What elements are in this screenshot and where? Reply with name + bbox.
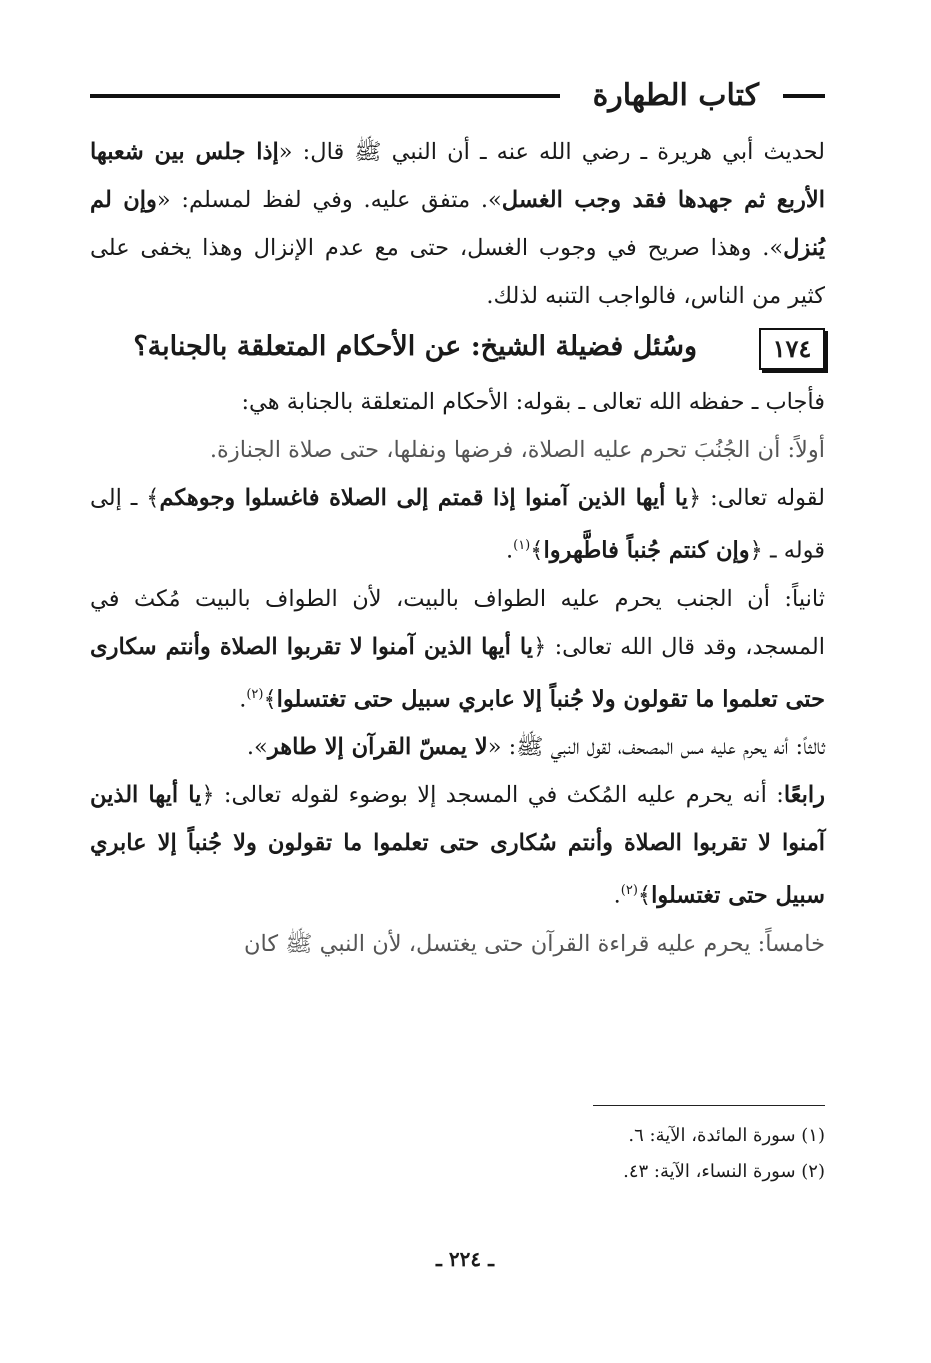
text-run: . bbox=[505, 537, 514, 564]
point-fifth: خامساً: يحرم عليه قراءة القرآن حتى يغتسل، لأن النبي ﷺ كان bbox=[244, 930, 825, 957]
paragraph-hadith bbox=[90, 128, 825, 320]
text-run: : أنه يحرم عليه المُكث في المسجد إلا بوضوء لقوله تعالى: ﴿ bbox=[201, 782, 784, 808]
text-run: ﴾ ـ إلى قوله ـ ﴿ bbox=[90, 485, 825, 564]
header-title: كتاب الطهارة bbox=[592, 78, 759, 113]
footnote-ref: (١) bbox=[513, 538, 531, 553]
footnote-ref: (٢) bbox=[246, 686, 264, 702]
header-rule bbox=[90, 94, 560, 98]
footnote-rule bbox=[593, 1105, 825, 1106]
text-run: ﴾ bbox=[637, 882, 652, 909]
verse-quote: يا أيها الذين آمنوا إذا قمتم إلى الصلاة فاغسلوا وجوهكم bbox=[159, 485, 689, 511]
point-first bbox=[90, 426, 825, 575]
footnote-1: (١) سورة المائدة، الآية: ٦. bbox=[628, 1125, 825, 1146]
verse-quote: يا أيها الذين آمنوا لا تقربوا الصلاة وأنتم سكارى حتى تعلموا ما تقولون ولا جُنباً إلا عابري سبيل حتى تغتسلوا bbox=[90, 633, 825, 712]
point-second bbox=[90, 575, 825, 724]
question-number: ١٧٤ bbox=[759, 328, 825, 370]
page-number: ـ ٢٢٤ ـ bbox=[436, 1247, 494, 1271]
text-run: ﴾ bbox=[530, 537, 544, 564]
text-run: ﴾ bbox=[263, 686, 277, 712]
point-label: رابعًا bbox=[783, 782, 825, 808]
hadith-quote: إذا جلس بين شعبها الأربع ثم جهدها فقد وجب الغسل bbox=[90, 139, 825, 213]
header-dash bbox=[783, 94, 825, 98]
question-text: وسُئل فضيلة الشيخ: عن الأحكام المتعلقة بالجنابة؟ bbox=[133, 331, 697, 362]
text-run: لقوله تعالى: ﴿ bbox=[688, 485, 825, 511]
hadith-quote: وإن لم يُنزل bbox=[90, 187, 825, 261]
question-heading bbox=[90, 322, 825, 378]
verse-quote: يا أيها الذين آمنوا لا تقربوا الصلاة وأنتم سُكارى حتى تعلموا ما تقولون ولا جُنباً إلا عابري سبيل حتى تغتسلوا bbox=[90, 782, 825, 909]
point-fourth bbox=[90, 771, 825, 920]
text-run: . bbox=[239, 686, 247, 712]
verse-quote: وإن كنتم جُنباً فاطَّهروا bbox=[543, 537, 750, 564]
page-body bbox=[90, 128, 825, 968]
text-run: ». متفق عليه. وفي لفظ لمسلم: « bbox=[156, 187, 502, 213]
running-header bbox=[90, 76, 825, 116]
footnote-2: (٢) سورة النساء، الآية: ٤٣. bbox=[623, 1161, 825, 1182]
text-run: ثانياً: أن الجنب يحرم عليه الطواف بالبيت، لأن الطواف بالبيت مُكث في المسجد، وقد قال الله تعالى: ﴿ bbox=[90, 585, 825, 660]
text-run: ». bbox=[246, 734, 268, 760]
text-run: أولاً: أن الجُنُبَ تحرم عليه الصلاة، فرضها ونفلها، حتى صلاة الجنازة. bbox=[209, 437, 825, 463]
point-third bbox=[90, 723, 825, 771]
hadith-quote: لا يمسّ القرآن إلا طاهر bbox=[267, 734, 488, 760]
text-run: لحديث أبي هريرة ـ رضي الله عنه ـ أن النبي ﷺ قال: « bbox=[278, 139, 825, 165]
answer-intro: فأجاب ـ حفظه الله تعالى ـ بقوله: الأحكام المتعلقة بالجنابة هي: bbox=[241, 389, 825, 415]
text-run: ثالثاً: أنه يحرم عليه مس المصحف، لقول النبي ﷺ: « bbox=[487, 734, 825, 760]
text-run: . bbox=[613, 882, 621, 909]
footnotes bbox=[425, 1118, 825, 1190]
footnote-ref: (٢) bbox=[620, 883, 638, 898]
text-run: ». وهذا صريح في وجوب الغسل، حتى مع عدم الإنزال وهذا يخفى على كثير من الناس، فالواجب التنبه لذلك. bbox=[90, 235, 825, 309]
